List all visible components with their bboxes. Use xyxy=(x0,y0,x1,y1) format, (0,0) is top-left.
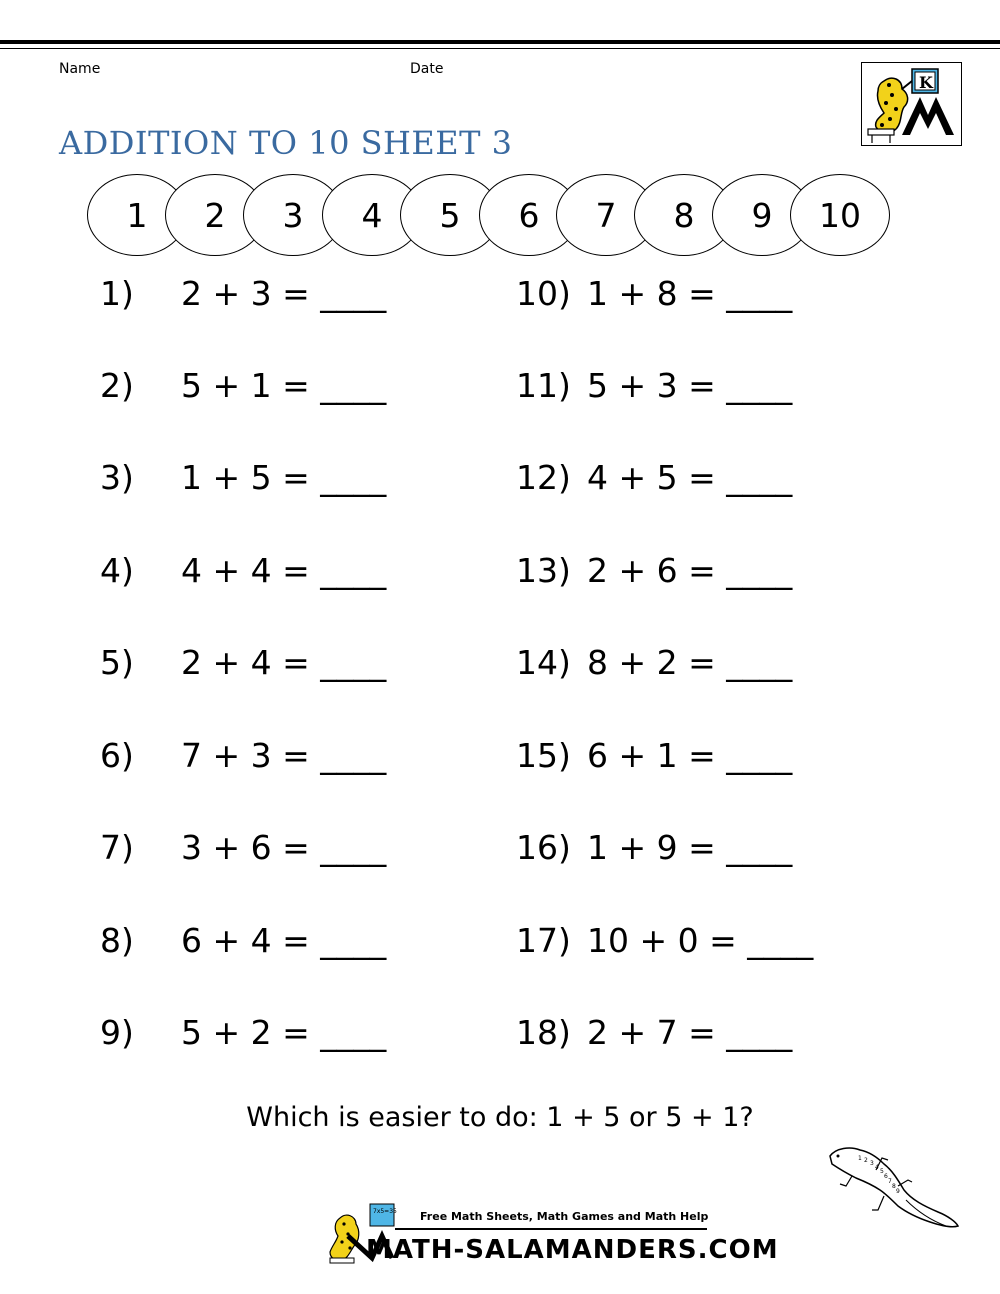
problem-number: 7) xyxy=(100,828,134,867)
svg-text:8: 8 xyxy=(892,1183,896,1190)
number-line-item: 10 xyxy=(790,174,890,256)
svg-text:3: 3 xyxy=(870,1160,874,1167)
svg-text:7: 7 xyxy=(888,1178,892,1185)
problem-expression: 1 + 9 = ____ xyxy=(587,828,793,867)
svg-text:1: 1 xyxy=(858,1155,862,1162)
problem-number: 17) xyxy=(516,921,571,960)
problem-expression: 1 + 8 = ____ xyxy=(587,274,793,313)
number-line-item: 1 xyxy=(87,174,187,256)
problem-number: 3) xyxy=(100,458,134,497)
footer-tagline: Free Math Sheets, Math Games and Math Help xyxy=(420,1210,709,1223)
salamander-drawing-icon xyxy=(826,1140,966,1240)
svg-text:5: 5 xyxy=(880,1168,884,1175)
number-line-item: 4 xyxy=(322,174,422,256)
problem-number: 18) xyxy=(516,1013,571,1052)
number-line-item: 7 xyxy=(556,174,656,256)
problem-expression: 5 + 1 = ____ xyxy=(181,366,387,405)
problem-expression: 6 + 4 = ____ xyxy=(181,921,387,960)
salamander-logo-icon xyxy=(862,63,961,145)
page-title: ADDITION TO 10 SHEET 3 xyxy=(59,124,513,162)
problem-number: 14) xyxy=(516,643,571,682)
problem-number: 6) xyxy=(100,736,134,775)
problem-number: 11) xyxy=(516,366,571,405)
problem-number: 16) xyxy=(516,828,571,867)
problem-expression: 2 + 3 = ____ xyxy=(181,274,387,313)
problem-expression: 7 + 3 = ____ xyxy=(181,736,387,775)
problem-number: 12) xyxy=(516,458,571,497)
svg-text:4: 4 xyxy=(875,1164,879,1171)
problem-number: 8) xyxy=(100,921,134,960)
logo-letter: K xyxy=(919,73,933,92)
problem-number: 1) xyxy=(100,274,134,313)
reflection-question: Which is easier to do: 1 + 5 or 5 + 1? xyxy=(246,1102,754,1133)
svg-text:9: 9 xyxy=(896,1188,900,1195)
number-line-item: 8 xyxy=(634,174,734,256)
top-rule-thin xyxy=(0,48,1000,49)
problem-expression: 2 + 6 = ____ xyxy=(587,551,793,590)
problem-expression: 10 + 0 = ____ xyxy=(587,921,814,960)
number-line-item: 2 xyxy=(165,174,265,256)
problem-expression: 5 + 2 = ____ xyxy=(181,1013,387,1052)
kindergarten-logo xyxy=(861,62,962,146)
svg-text:2: 2 xyxy=(864,1157,868,1164)
name-label: Name xyxy=(59,61,101,77)
problem-number: 4) xyxy=(100,551,134,590)
problem-expression: 8 + 2 = ____ xyxy=(587,643,793,682)
problem-expression: 4 + 5 = ____ xyxy=(587,458,793,497)
number-line-item: 3 xyxy=(243,174,343,256)
problem-number: 9) xyxy=(100,1013,134,1052)
problem-expression: 4 + 4 = ____ xyxy=(181,551,387,590)
problem-expression: 2 + 4 = ____ xyxy=(181,643,387,682)
problem-number: 5) xyxy=(100,643,134,682)
footer-site-name: MATH-SALAMANDERS.COM xyxy=(366,1235,779,1265)
problem-number: 2) xyxy=(100,366,134,405)
number-line-item: 5 xyxy=(400,174,500,256)
problem-expression: 2 + 7 = ____ xyxy=(587,1013,793,1052)
svg-text:6: 6 xyxy=(884,1173,888,1180)
problem-number: 15) xyxy=(516,736,571,775)
footer-rule xyxy=(395,1228,707,1230)
problem-expression: 5 + 3 = ____ xyxy=(587,366,793,405)
number-line-item: 6 xyxy=(479,174,579,256)
number-line-item: 9 xyxy=(712,174,812,256)
problem-number: 13) xyxy=(516,551,571,590)
logo-board-text: 7x5=35 xyxy=(373,1208,397,1215)
problem-expression: 1 + 5 = ____ xyxy=(181,458,387,497)
top-rule-thick xyxy=(0,40,1000,44)
problem-number: 10) xyxy=(516,274,571,313)
problem-expression: 3 + 6 = ____ xyxy=(181,828,387,867)
date-label: Date xyxy=(410,61,444,77)
problem-expression: 6 + 1 = ____ xyxy=(587,736,793,775)
